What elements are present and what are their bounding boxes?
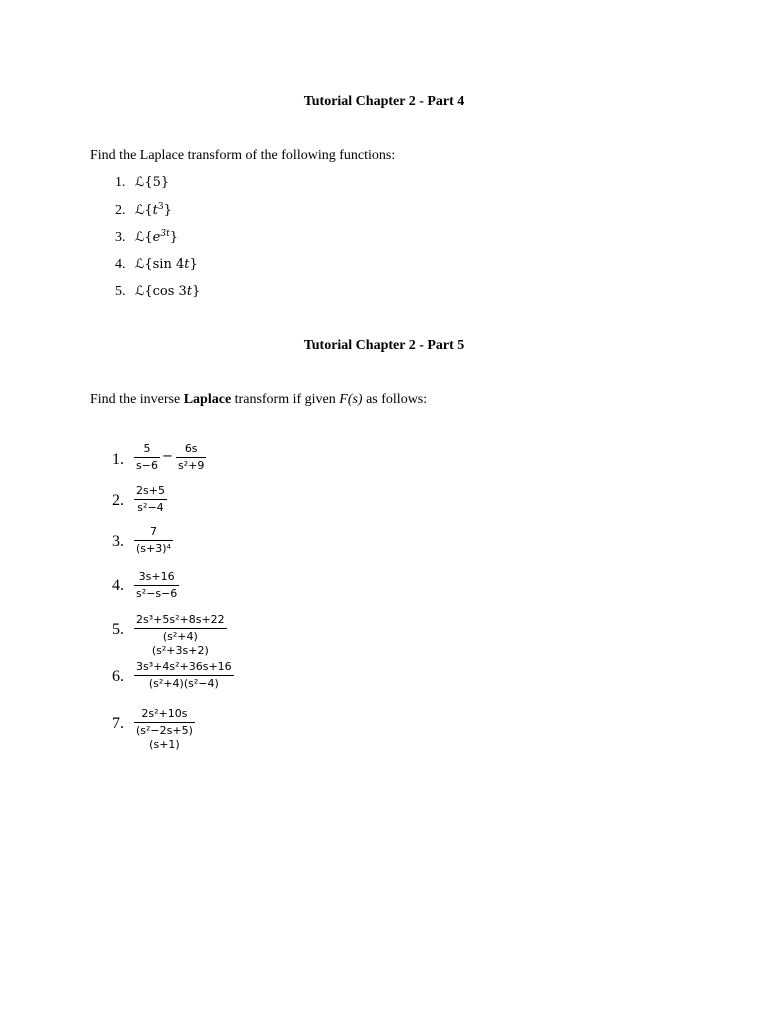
denominator: s²−s−6 (136, 587, 178, 600)
denominator: (s²−2s+5)(s+1) (136, 724, 193, 751)
item-number: 5. (112, 621, 124, 638)
fraction (134, 570, 179, 601)
part4-instruction: Find the Laplace transform of the following functions: (90, 148, 396, 163)
denominator: s²−4 (137, 501, 164, 514)
fraction (176, 442, 206, 473)
fraction (134, 613, 227, 658)
part5-heading: Tutorial Chapter 2 - Part 5 (303, 338, 465, 353)
minus-operator: − (162, 449, 173, 464)
item-number: 7. (112, 715, 124, 732)
denominator: (s²+4)(s²+3s+2) (151, 630, 209, 657)
item-number: 1. (112, 451, 124, 468)
item-number: 4. (112, 577, 124, 594)
denominator: s²+9 (178, 459, 205, 472)
math-expression: ℒ{sin 4t} (135, 257, 198, 272)
fraction (134, 442, 160, 473)
math-expression: $ℒ\{t^3\}$ (135, 202, 172, 218)
item-number: 3. (115, 230, 126, 245)
item-number: 2. (112, 492, 124, 509)
fraction (134, 707, 195, 752)
list-item (115, 202, 172, 219)
numerator: 2s²+10s (141, 707, 188, 720)
math-expression: ℒ{5} (135, 175, 170, 190)
list-item (115, 257, 198, 273)
item-number: 6. (112, 668, 124, 685)
numerator: 5 (143, 442, 151, 455)
math-expression: ℒ{cos 3t} (135, 284, 201, 299)
fraction (134, 660, 234, 691)
item-number: 4. (115, 257, 126, 272)
list-item (115, 175, 169, 191)
list-item (115, 229, 178, 246)
item-number: 1. (115, 175, 126, 190)
list-item (115, 284, 200, 300)
denominator: (s²+4)(s²−4) (148, 677, 219, 690)
item-number: 2. (115, 203, 126, 218)
numerator: 3s³+4s²+36s+16 (136, 660, 232, 673)
numerator: 2s³+5s²+8s+22 (136, 613, 225, 626)
fraction (134, 525, 173, 556)
denominator: (s+3)⁴ (136, 542, 171, 555)
item-number: 3. (112, 533, 124, 550)
denominator: s−6 (136, 459, 158, 472)
fraction (134, 484, 167, 515)
part4-heading: Tutorial Chapter 2 - Part 4 (303, 94, 465, 109)
item-number: 5. (115, 284, 126, 299)
numerator: 6s (184, 442, 198, 455)
math-expression: $ℒ\{e^{3t}\}$ (135, 229, 178, 245)
numerator: 2s+5 (136, 484, 165, 497)
part5-instruction: Find the inverse Laplace transform if given F(s) as follows: (90, 392, 428, 407)
numerator: 7 (149, 525, 157, 538)
numerator: 3s+16 (138, 570, 175, 583)
